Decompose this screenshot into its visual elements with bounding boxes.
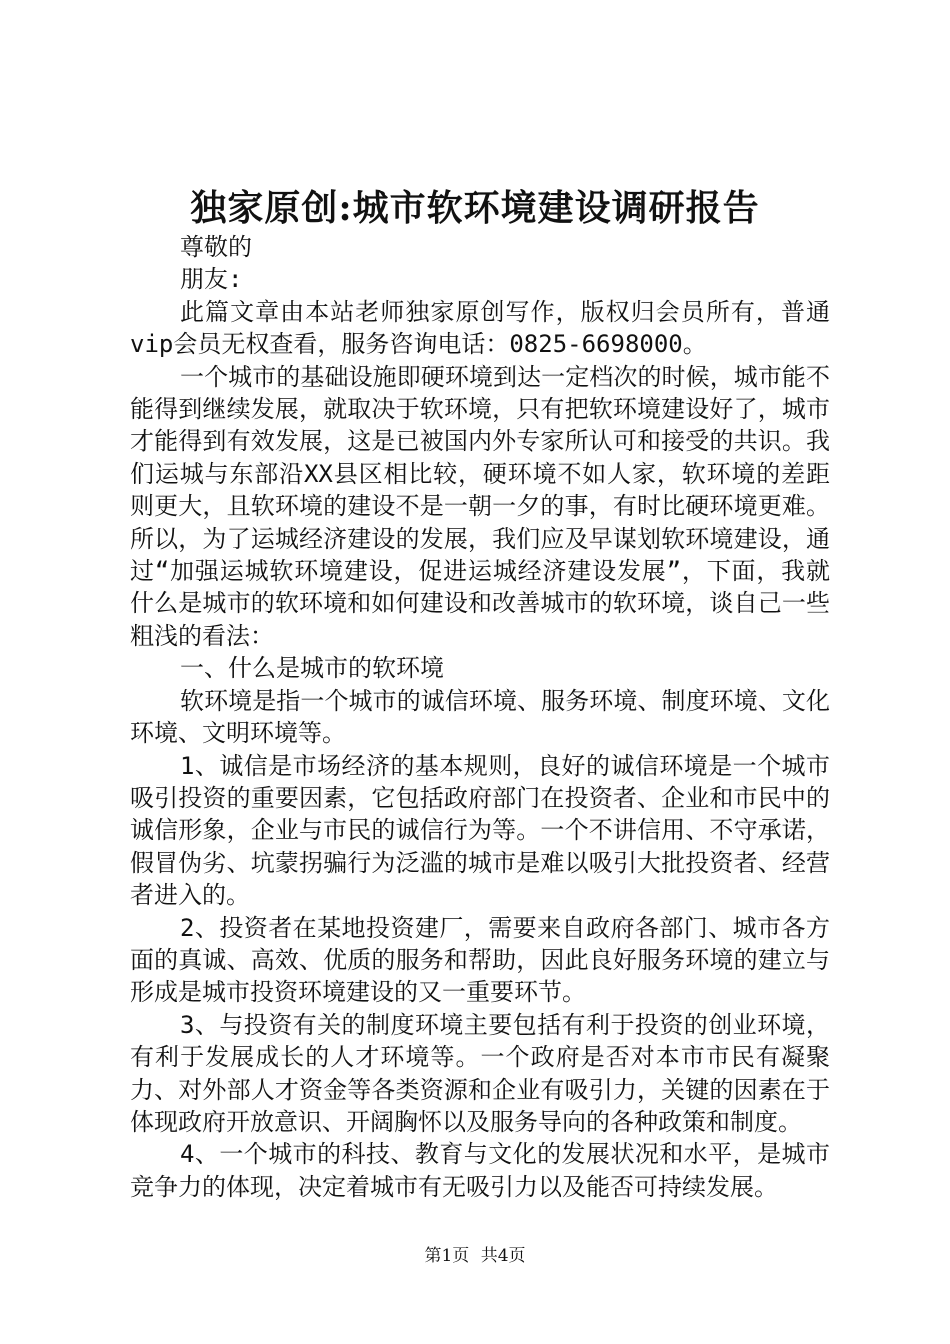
salutation-line-2: 朋友: <box>180 265 243 294</box>
page-number: 第1页 <box>424 1246 470 1266</box>
point-2-paragraph: 2、投资者在某地投资建厂，需要来自政府各部门、城市各方面的真诚、高效、优质的服务和帮助，因此良好服务环境的建立与形成是城市投资环境建设的又一重要环节。 <box>130 913 830 1007</box>
definition-paragraph: 软环境是指一个城市的诚信环境、服务环境、制度环境、文化环境、文明环境等。 <box>130 686 830 748</box>
document-title: 独家原创:城市软环境建设调研报告 <box>190 187 760 229</box>
point-4-paragraph: 4、一个城市的科技、教育与文化的发展状况和水平，是城市竞争力的体现，决定着城市有无吸引力以及能否可持续发展。 <box>130 1140 830 1201</box>
copyright-notice-paragraph: 此篇文章由本站老师独家原创写作，版权归会员所有，普通vip会员无权查看，服务咨询电话：0825-6698000。 <box>130 297 830 359</box>
section-heading: 一、什么是城市的软环境 <box>180 654 444 683</box>
point-1-paragraph: 1、诚信是市场经济的基本规则，良好的诚信环境是一个城市吸引投资的重要因素，它包括政府部门在投资者、企业和市民中的诚信形象，企业与市民的诚信行为等。一个不讲信用、不守承诺，假冒伪劣、坑蒙拐骗行为泛滥的城市是难以吸引大批投资者、经营者进入的。 <box>130 751 830 910</box>
page-total: 共4页 <box>480 1246 526 1266</box>
point-3-paragraph: 3、与投资有关的制度环境主要包括有利于投资的创业环境，有利于发展成长的人才环境等。一个政府是否对本市市民有凝聚力、对外部人才资金等各类资源和企业有吸引力，关键的因素在于体现政府开放意识、开阔胸怀以及服务导向的各种政策和制度。 <box>130 1010 830 1136</box>
page-footer <box>0 1244 950 1268</box>
salutation-line-1: 尊敬的 <box>180 233 252 261</box>
intro-paragraph: 一个城市的基础设施即硬环境到达一定档次的时候，城市能不能得到继续发展，就取决于软环境，只有把软环境建设好了，城市才能得到有效发展，这是已被国内外专家所认可和接受的共识。我们运城与东部沿XX县区相比较，硬环境不如人家，软环境的差距则更大，且软环境的建设不是一朝一夕的事，有时比硬环境更难。所以，为了运城经济建设的发展，我们应及早谋划软环境建设，通过“加强运城软环境建设，促进运城经济建设发展”，下面，我就什么是城市的软环境和如何建设和改善城市的软环境，谈自己一些粗浅的看法： <box>130 362 830 650</box>
document-body <box>130 231 830 1203</box>
